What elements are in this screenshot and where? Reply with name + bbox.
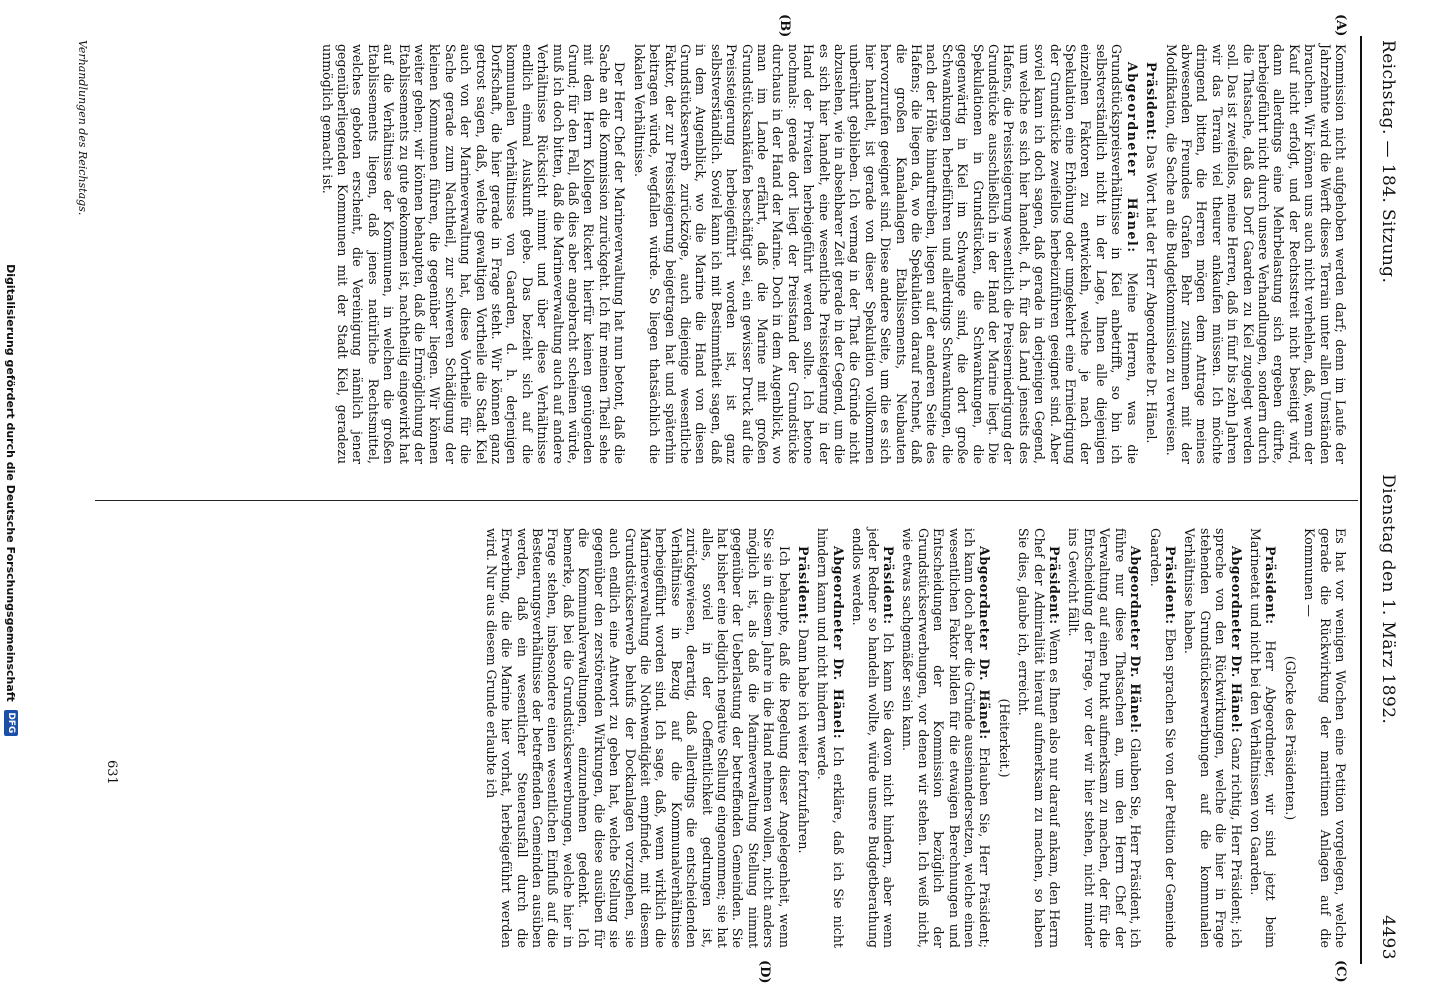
speech-text: Meine Herren, was die Grundstückspreisverhältnisse in Kiel anbetrifft, so bin ich selbstverständlich nicht in der Lage, Ihnen alle diejenigen einzelnen Faktoren zu entwickeln, welche je nach der Spekulation eine Erhöhung oder umgekehrt eine Erniedrigung der Grundstücke zweifellos herbeizuführen geeignet sind. Aber soviel kann ich doch sagen, daß gerade in derjenigen Gegend, um welche es sich hier handelt, d. h. für das Land jenseits des Hafens, die Preissteigerung wesentlich die Preiserniedrigung der Grundstücke ausschließlich in der Hand der Marine liegt. Die Spekulationen in Grundstücken, die Schwankungen, die gegenwärtig in Kiel im Schwange sind, die dort große Schwankungen herbeiführen und allerdings Schwankungen, die nach der Höhe hinauftreiben, liegen auf der anderen Seite des Hafens; die liegen da, wo die Spekulation darauf rechnet, daß die großen Kanalanlagen Etablissements, Neubauten hervorzurufen geeignet sind. Diese andere Seite, um die es sich hier handelt, ist gerade von dieser Spekulation vollkommen unberührt geblieben. Ich vermag in der That die Gründe nicht abzusehen, wie in absehbarer Zeit gerade in der Gegend, um die es sich hier handelt, eine wesentliche Preissteigerung in der Hand der Privaten herbeigeführt werden sollte. Ich betone nochmals: gerade dort liegt der Preisstand der Grundstücke durchaus in der Hand der Marine. Doch in dem Augenblick, wo man im Lande erfährt, daß die Marine mit großen Grundstücksankäufen beschäftigt sei, ein gewisser Druck auf die Preissteigerung herbeigeführt worden ist, ist ganz selbstverständlich. Soviel kann ich mit Bestimmtheit sagen, daß in dem Augenblick, wo die Marine die Hand von diesen Grundstückserwerb zurückzöge, auch diejenige wesentliche Faktor, der zur Preissteigerung beigetragen hat und späterhin beitragen würde, wegfallen würde. So liegen thatsächlich die lokalen Verhältnisse. [631,44,1140,464]
paragraph: Kommission nicht aufgehoben werden darf; denn im Laufe der Jahrzehnte wird die Werft dieses Terrain unter allen Umständen brauchen. Wir können uns auch nicht verhehlen, daß, wenn der Kauf nicht erfolgt, und der Rechtsstreit nicht beseitigt wird, dann allerdings eine Mehrbelastung sich ergeben dürfte, herbeigeführt nicht durch unsere Verhandlungen, sondern durch die Thatsache, daß das Dorf Gaarden zu Kiel zugelegt werden soll. Das ist zweifellos, meine Herren, daß in fünf bis zehn Jahren wir das Terrain viel theurer ankaufen müssen. Ich möchte dringend bitten, die Herren mögen dem Antrage meines abwesenden Freundes Grafen Behr zustimmen mit der Modifikation, die Sache an die Budgetkommission zu verweisen. [1163,44,1348,464]
speech-president [1147,528,1178,948]
speaker-label: Abgeordneter Hänel: [1124,62,1140,254]
speaker-label: Präsident: [1047,546,1063,625]
speech-text: Das Wort hat der Herr Abgeordnete Dr. Hänel. [1144,144,1160,444]
speech-member [900,528,992,948]
speech-text: Erlauben Sie, Herr Präsident; ich kann doch aber die Gründe auseinandersetzen, welche einen wesentlichen Faktor bilden für die etwaigen Berechnungen und Entscheidungen der Kommission bezüglich der Grundstückserwerbungen, vor denen wir stehen. Ich weiß nicht, wie etwas sachgemäßer sein kann. [900,528,993,948]
speech-text: Ich kann Sie davon nicht hindern, aber wenn jeder Redner so handeln wollte, würde unsere Budgetberathung endlos werden. [850,528,897,948]
speech-president [1016,528,1062,948]
speech-member [631,44,1139,464]
paragraph: Ich behaupte, daß die Regelung dieser Angelegenheit, wenn Sie sie in diesem Jahre in die Hand nehmen wollen, nicht anders möglich ist, als daß die Marineverwaltung Stellung nimmt gegenüber der Ueberlastung der betreffenden Gemeinden. Sie hat bisher eine lediglich negative Stellung eingenommen; sie hat alles, soviel in der Oeffentlichkeit gedrungen ist, zurückgewiesen, derartig, daß allerdings die entscheidenden Verhältnisse in Bezug auf die Kommunalverhältnisse herbeigeführt worden sind. Ich sage, daß, wenn wirklich die Marineverwaltung die Nothwendigkeit empfindet, mit diesem Grundstückserwerb behufs der Dockanlagen vorzugehen, sie auch endlich eine Antwort zu geben hat, welche Stellung sie gegenüber den zerstörenden Wirkungen, die diese ausüben für die Kommunalverwaltungen, einzunehmen gedenkt. Ich bemerke, daß bei die Grundstückserwerbungen, welche hier in Frage stehen, insbesondere einen wesentlichen Einfluß auf die Besteuerungsverhältnisse der betreffenden Gemeinden ausüben werden, daß ein wesentlicher Steuerausfall durch die Erwerbung, die die Marine hier vorhat, herbeigeführt werden wird. Nur aus diesem Grunde erlaubte ich [483,528,792,948]
header-rule [1360,36,1362,964]
paragraph: Es hat vor wenigen Wochen eine Petition vorgelegen, welche gerade die Rückwirkung der maritimen Anlagen auf die Kommunen — [1302,528,1348,948]
speaker-label: Präsident: [881,546,897,625]
speech-text: Dann habe ich weiter fortzufahren. [796,628,811,854]
speech-member [1066,528,1143,948]
header-session: Reichstag. — 184. Sitzung. [1378,40,1398,284]
speech-member [815,528,846,948]
speech-text: Wenn es Ihnen also nur darauf ankam, den Herrn Chef der Admiralität hierauf aufmerksam zu machen, so haben Sie dies, glaube ich, erreicht. [1016,528,1063,948]
speaker-label: Präsident: [1263,546,1279,625]
speaker-label: Präsident: [796,546,811,625]
margin-marker-c: (C) [1333,960,1348,983]
speaker-label: Präsident: [1144,62,1160,141]
speech-member [1182,528,1244,948]
speaker-label: Abgeordneter Dr. Hänel: [1228,546,1244,734]
right-column [479,528,1348,948]
speech-text: Eben sprachen Sie von der Petition der Gemeinde Gaarden. [1147,528,1178,949]
margin-marker-d: (D) [757,960,772,984]
speech-text: Herr Abgeordneter, wir sind jetzt beim Marineetat und nicht bei den Verhältnissen von Gaarden. [1247,528,1279,948]
left-column [315,44,1348,464]
digitization-credit: Digitalisierung gefördert durch die Deutsche Forschungsgemeinschaft [4,264,18,702]
footnote: Verhandlungen des Reichstags. [76,40,89,216]
footer-page-number: 631 [104,760,119,785]
stage-direction: (Heiterkeit.) [996,698,1012,778]
speaker-label: Abgeordneter Dr. Hänel: [1128,546,1144,734]
stage-direction: (Glocke des Präsidenten.) [1282,655,1298,821]
header-date: Dienstag den 1. März 1892. [1378,474,1398,725]
speaker-label: Präsident: [1162,546,1178,625]
page-header [1368,40,1398,960]
dfg-logo-icon: DFG [4,710,18,736]
paragraph: Der Herr Chef der Marineverwaltung hat nun betont, daß die Sache an die Kommission zurückgeht. Ich für meinen Theil sehe mit dem Herrn Kollegen Rickert hierfür keinen genügenden Grund; für den Fall, daß dies aber angebracht scheinen würde, muß ich doch bitten, daß die Marineverwaltung auch auf andere Verhältnisse Rücksicht nimmt und über diese Verhältnisse endlich einmal Auskunft gebe. Das bezieht sich auf die kommunalen Verhältnisse von Gaarden, d. h. derjenigen Dorfschaft, die hier gerade in Frage steht. Wir können ganz getrost sagen, daß, welche gewaltigen Vortheile die Stadt Kiel auch von der Marineverwaltung hat, diese Vortheile für die Sache gerade zum Nachtheil, zur schweren Schädigung der kleinen Kommunen führen, die gegenüber liegen. Wir können weiter gehen; wir können behaupten, daß die Ermöglichung der Etablissements zu gute gekommen ist, nachtheilig eingewirkt hat auf die Verhältnisse der Kommunen, in welchen die großen Etablissements liegen, daß jenes natürliche Rechtsmittel, welches geboten erscheint, die Vereinigung nämlich jener gegenüberliegenden Kommunen mit der Stadt Kiel, geradezu unmöglich gemacht ist. [319,44,628,464]
speech-text: Glauben Sie, Herr Präsident, ich führe nur diese Thatsachen an, um den Herrn Chef der Verwaltung auf einen Punkt aufmerksam zu machen, der für die Entscheidung der Frage, vor der wir hier stehen, nicht minder ins Gewicht fällt. [1066,528,1144,948]
speech-text: Ich erkläre, daß ich Sie nicht hindern kann und nicht hindern werde. [815,528,846,948]
speech-president [850,528,896,948]
margin-marker-a: (A) [1333,14,1348,37]
speaker-label: Abgeordneter Dr. Hänel: [977,546,993,740]
speaker-label: Abgeordneter Dr. Hänel: [830,546,846,740]
column-divider [95,500,1358,501]
speech-president [1144,44,1159,464]
digitization-strip [0,0,22,1000]
header-page-number: 4493 [1378,915,1398,960]
margin-marker-b: (B) [777,14,792,38]
speech-text: Ganz richtig, Herr Präsident; ich spreche von den Rückwirkungen, welche die hier in Frage stehenden Grundstückserwerbungen auf die kommunalen Verhältnisse haben. [1182,528,1244,948]
speech-president [1248,528,1279,948]
speech-president [796,528,811,948]
